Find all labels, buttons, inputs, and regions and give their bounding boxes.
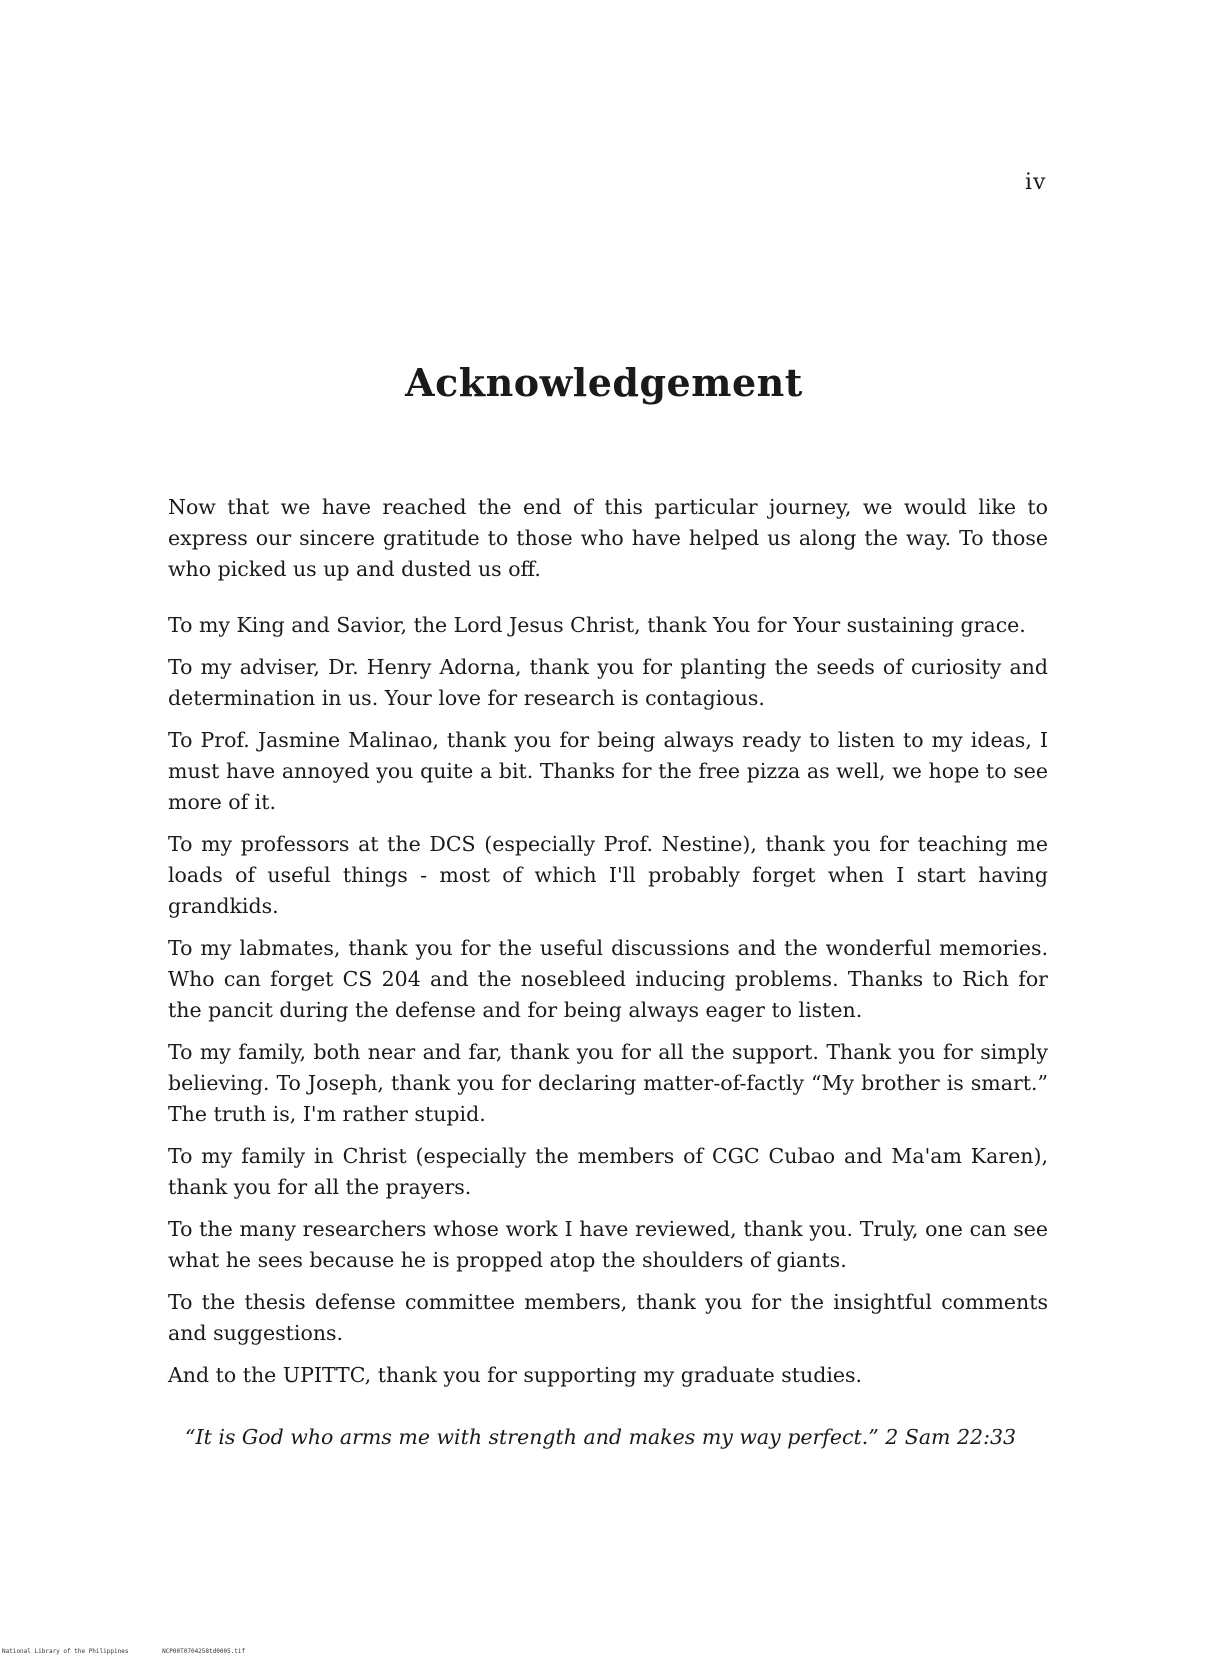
paragraph: To the thesis defense committee members, thank you for the insightful comments and suggestions. (168, 1290, 1048, 1345)
paragraph: To my labmates, thank you for the useful discussions and the wonderful memories. Who can forget CS 204 and the nosebleed inducing problems. Thanks to Rich for the pancit during the defense and for being always eager to listen. (168, 936, 1048, 1022)
acknowledgement-paragraphs (168, 610, 1048, 1402)
page-number: iv (1025, 170, 1047, 195)
scan-footer (2, 1648, 275, 1655)
paragraph: To Prof. Jasmine Malinao, thank you for being always ready to listen to my ideas, I must have annoyed you quite a bit. Thanks for the free pizza as well, we hope to see more of it. (168, 728, 1048, 814)
closing-quote: “It is God who arms me with strength and makes my way perfect.” 2 Sam 22:33 (185, 1425, 1017, 1449)
paragraph: To my family, both near and far, thank you for all the support. Thank you for simply believing. To Joseph, thank you for declaring matter-of-factly “My brother is smart.” The truth is, I'm rather stupid. (168, 1040, 1048, 1126)
paragraph: And to the UPITTC, thank you for supporting my graduate studies. (168, 1363, 863, 1387)
paragraph: To my adviser, Dr. Henry Adorna, thank you for planting the seeds of curiosity and determination in us. Your love for research is contagious. (168, 655, 1048, 710)
paragraph: To my family in Christ (especially the members of CGC Cubao and Ma'am Karen), thank you for all the prayers. (168, 1144, 1048, 1199)
paragraph: To my King and Savior, the Lord Jesus Christ, thank You for Your sustaining grace. (168, 613, 1026, 637)
paragraph: To my professors at the DCS (especially Prof. Nestine), thank you for teaching me loads of useful things - most of which I'll probably forget when I start having grandkids. (168, 832, 1048, 918)
intro-paragraph: Now that we have reached the end of this particular journey, we would like to express our sincere gratitude to those who have helped us along the way. To those who picked us up and dusted us off. (168, 495, 1048, 581)
paragraph: To the many researchers whose work I have reviewed, thank you. Truly, one can see what he sees because he is propped atop the shoulders of giants. (168, 1217, 1048, 1272)
library-label: National Library of the Philippines (2, 1648, 129, 1655)
page-title: Acknowledgement (405, 360, 803, 405)
file-code: NCP00T0704258td0005.tif (162, 1648, 246, 1655)
